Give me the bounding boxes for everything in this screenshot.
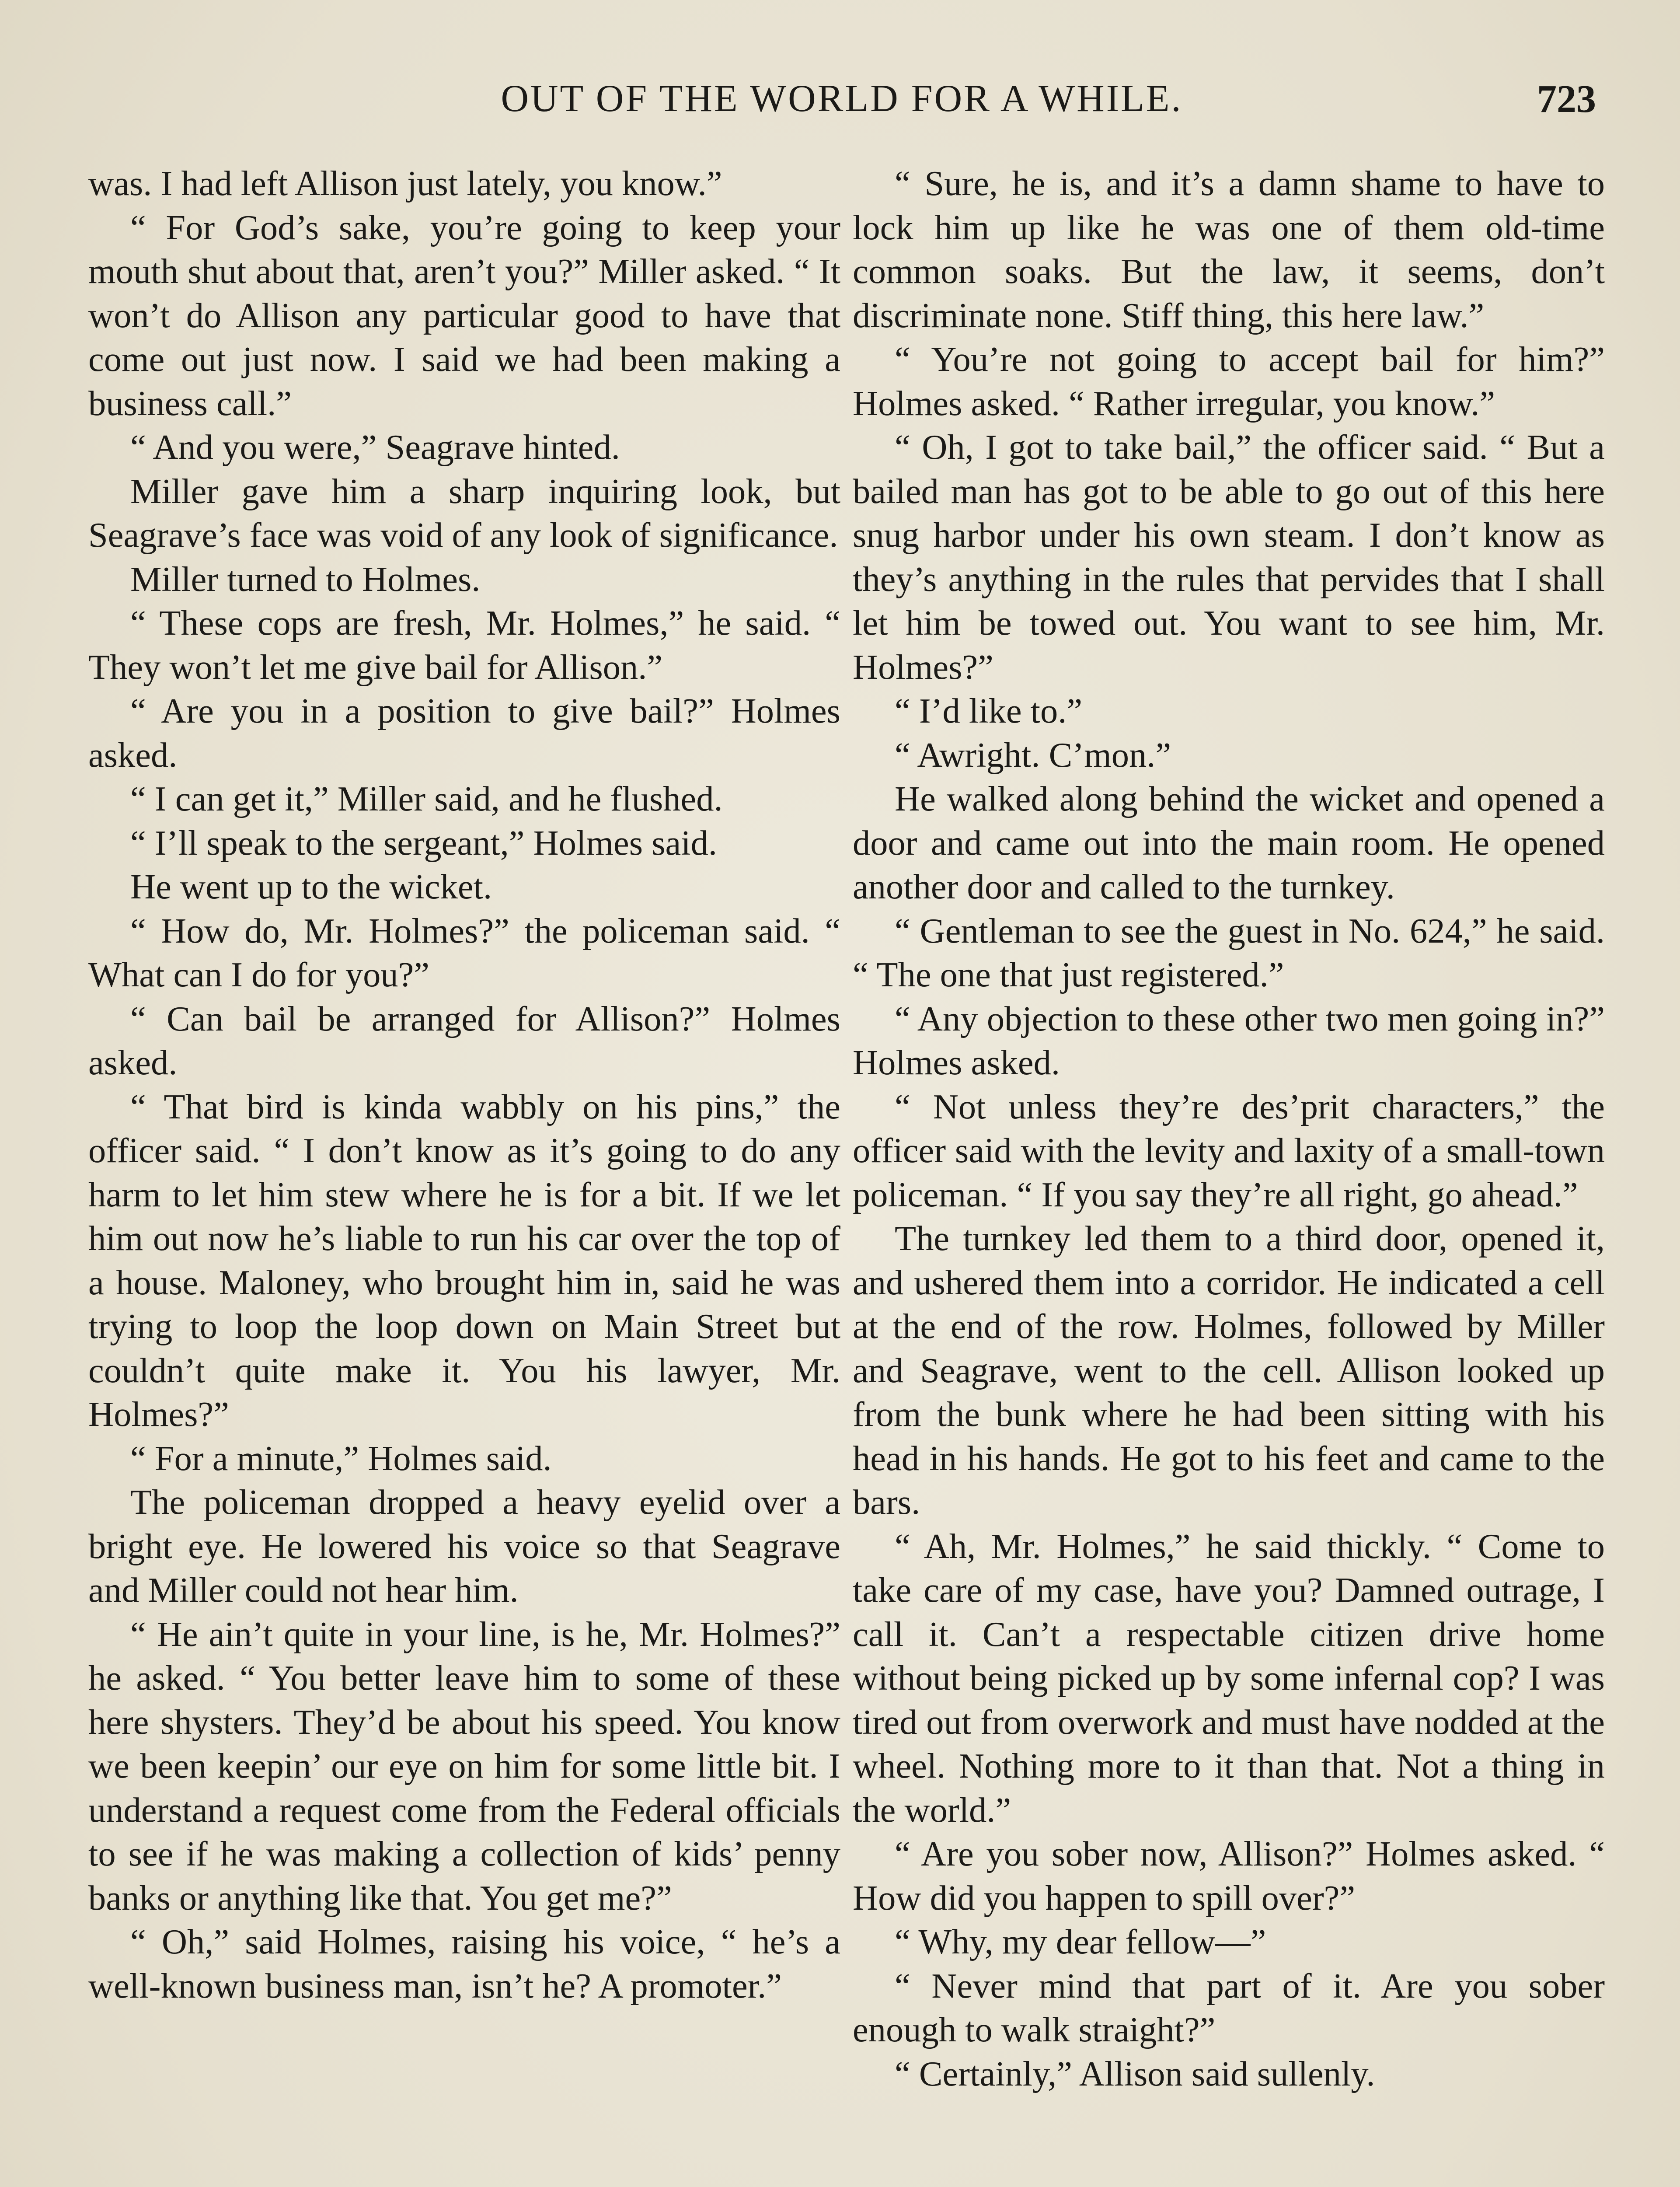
- paragraph: “ Sure, he is, and it’s a damn shame to have to lock him up like he was one of them old-time common soaks. But the law, it seems, don’t discriminate none. Stiff thing, this here law.”: [853, 164, 1605, 335]
- paragraph: He went up to the wicket.: [130, 867, 492, 906]
- paragraph: “ Are you in a position to give bail?” Holmes asked.: [88, 692, 840, 775]
- paragraph: “ Oh,” said Holmes, raising his voice, “ he’s a well-known business man, isn’t he? A promoter.”: [88, 1922, 840, 2005]
- paragraph: “ Never mind that part of it. Are you sober enough to walk straight?”: [853, 1966, 1605, 2049]
- paragraph: “ These cops are fresh, Mr. Holmes,” he said. “ They won’t let me give bail for Allison.”: [88, 604, 840, 687]
- paragraph: Miller turned to Holmes.: [130, 559, 481, 599]
- paragraph: “ That bird is kinda wabbly on his pins,” the officer said. “ I don’t know as it’s going to do any harm to let him stew where he is for a bit. If we let him out now he’s liable to run his car over the top of a house. Maloney, who brought him in, said he was trying to loop the loop down on Main Street but couldn’t quite make it. You his lawyer, Mr. Holmes?”: [88, 1087, 840, 1434]
- paragraph: “ Certainly,” Allison said sullenly.: [895, 2054, 1375, 2093]
- paragraph: “ Oh, I got to take bail,” the officer said. “ But a bailed man has got to be able to go out of this here snug harbor under his own steam. I don’t know as they’s anything in the rules that pervides that I shall let him be towed out. You want to see him, Mr. Holmes?”: [853, 428, 1605, 687]
- paragraph: “ You’re not going to accept bail for him?” Holmes asked. “ Rather irregular, you know.”: [853, 340, 1605, 423]
- paragraph: “ I’ll speak to the sergeant,” Holmes said.: [130, 823, 718, 863]
- running-title: OUT OF THE WORLD FOR A WHILE.: [501, 77, 1183, 120]
- paragraph: was. I had left Allison just lately, you know.”: [88, 164, 722, 203]
- paragraph: “ Awright. C’mon.”: [895, 735, 1171, 775]
- paragraph: The turnkey led them to a third door, opened it, and ushered them into a corridor. He indicated a cell at the end of the row. Holmes, followed by Miller and Seagrave, went to the cell. Allison looked up from the bunk where he had been sitting with his head in his hands. He got to his feet and came to the bars.: [853, 1219, 1605, 1522]
- left-column: [88, 162, 840, 2008]
- paragraph: “ He ain’t quite in your line, is he, Mr. Holmes?” he asked. “ You better leave him to some of these here shysters. They’d be about his speed. You know we been keepin’ our eye on him for some little bit. I understand a request come from the Federal officials to see if he was making a collection of kids’ penny banks or anything like that. You get me?”: [88, 1614, 840, 1918]
- paragraph: “ Ah, Mr. Holmes,” he said thickly. “ Come to take care of my case, have you? Damned outrage, I call it. Can’t a respectable citizen drive home without being picked up by some infernal cop? I was tired out from overwork and must have nodded at the wheel. Nothing more to it than that. Not a thing in the world.”: [853, 1527, 1605, 1830]
- paragraph: “ Any objection to these other two men going in?” Holmes asked.: [853, 999, 1605, 1082]
- paragraph: The policeman dropped a heavy eyelid over a bright eye. He lowered his voice so that Seagrave and Miller could not hear him.: [88, 1483, 840, 1610]
- paragraph: “ Are you sober now, Allison?” Holmes asked. “ How did you happen to spill over?”: [853, 1834, 1605, 1918]
- paragraph: He walked along behind the wicket and opened a door and came out into the main room. He opened another door and called to the turnkey.: [853, 779, 1605, 906]
- page-header: [87, 77, 1596, 129]
- paragraph: “ For God’s sake, you’re going to keep your mouth shut about that, aren’t you?” Miller asked. “ It won’t do Allison any particular good to have that come out just now. I said we had been making a business call.”: [88, 208, 840, 423]
- right-column: [853, 162, 1605, 2096]
- page-number: 723: [1537, 77, 1596, 121]
- paragraph: “ I can get it,” Miller said, and he flushed.: [130, 779, 723, 818]
- paragraph: “ Can bail be arranged for Allison?” Holmes asked.: [88, 999, 840, 1082]
- paragraph: “ Why, my dear fellow—”: [895, 1922, 1266, 1961]
- paragraph: “ Gentleman to see the guest in No. 624,” he said. “ The one that just registered.”: [853, 911, 1605, 994]
- paragraph: “ I’d like to.”: [895, 692, 1083, 730]
- paragraph: “ And you were,” Seagrave hinted.: [130, 428, 620, 467]
- paragraph: Miller gave him a sharp inquiring look, but Seagrave’s face was void of any look of significance.: [88, 472, 840, 555]
- paragraph: “ For a minute,” Holmes said.: [130, 1439, 552, 1478]
- paragraph: “ How do, Mr. Holmes?” the policeman said. “ What can I do for you?”: [88, 911, 840, 994]
- paragraph: “ Not unless they’re des’prit characters,” the officer said with the levity and laxity of a small-town policeman. “ If you say they’re all right, go ahead.”: [853, 1087, 1605, 1214]
